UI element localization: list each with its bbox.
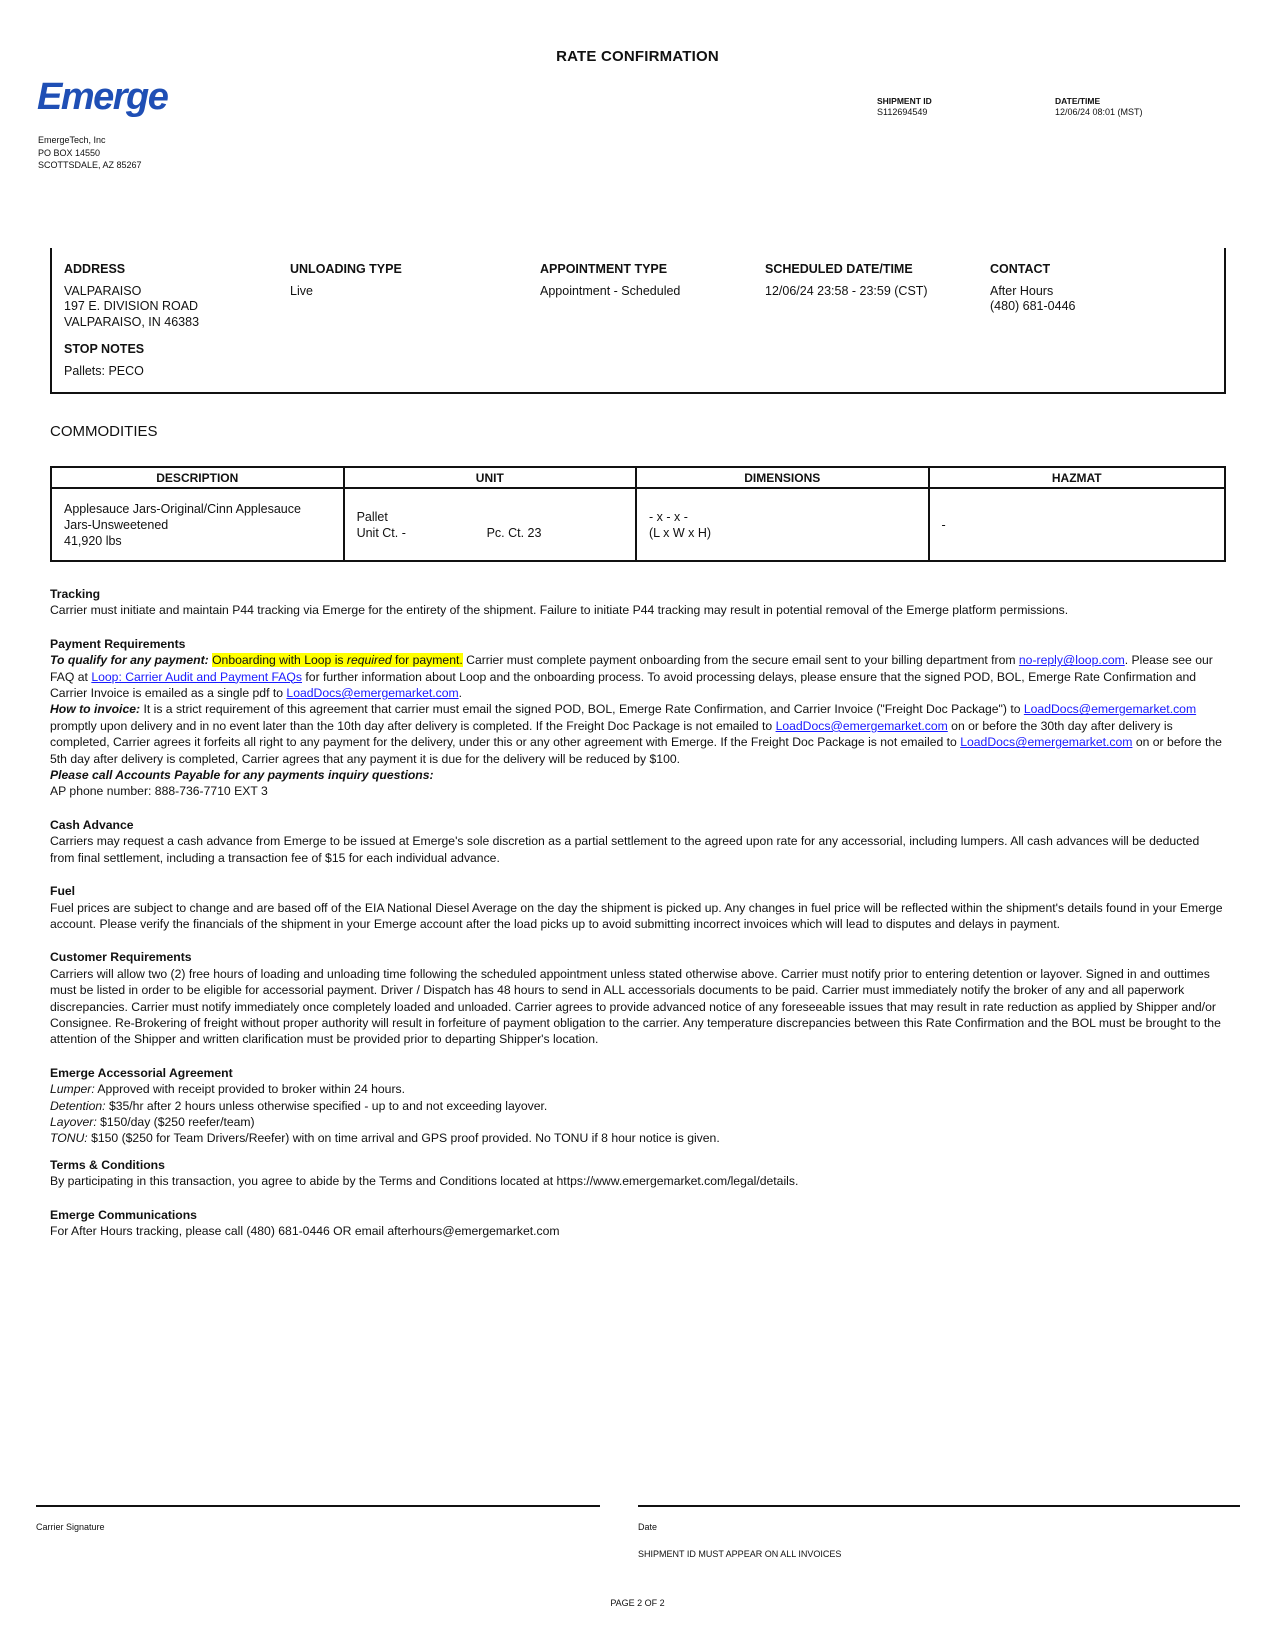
how-to-invoice-text: How to invoice: It is a strict requirement of this agreement that carrier must email the signed POD, BOL, Emerge Rate Confirmation, and Carrier Invoice ("Freight Doc Package") to LoadDocs@emergemarket.com promptly upon delivery and in no event later than the 10th day after delivery is completed. If the Freight Doc Package is not emailed to LoadDocs@emergemarket.com on or before the 30th day after delivery is completed, Carrier agrees it forfeits all right to any payment for the delivery, under this or any other agreement with Emerge. If the Freight Doc Package is not emailed to LoadDocs@emergemarket.com on or before the 5th day after delivery is completed, Carrier agrees that any payment it is due for the delivery will be reduced by $100. — [50, 702, 1222, 766]
terms-conditions-heading: Terms & Conditions — [50, 1157, 165, 1172]
description-line: Applesauce Jars-Original/Cinn Applesauce — [64, 501, 301, 516]
stop-notes-value: Pallets: PECO — [64, 363, 144, 378]
stop-notes-label: STOP NOTES — [64, 342, 145, 356]
loaddocs-email-link[interactable]: LoadDocs@emergemarket.com — [1023, 702, 1197, 717]
loaddocs-email-link[interactable]: LoadDocs@emergemarket.com — [960, 735, 1133, 750]
appointment-type — [540, 262, 680, 299]
datetime-block — [1055, 96, 1143, 117]
scheduled-datetime — [765, 262, 928, 299]
cash-advance-text: Carriers may request a cash advance from Emerge to be issued at Emerge's sole discretion as a partial settlement to the agreed upon rate for any accessorial, including lumpers. All cash advances will be deducted from final settlement, including a transaction fee of $15 for each individual advance. — [50, 834, 1200, 865]
carrier-signature-label: Carrier Signature — [36, 1522, 105, 1532]
onboarding-highlight: Onboarding with Loop is required for payment. — [212, 653, 463, 668]
table-row — [51, 488, 1225, 561]
terms-section — [50, 586, 1226, 1256]
customer-requirements-heading: Customer Requirements — [50, 950, 192, 965]
company-address-line2: SCOTTSDALE, AZ 85267 — [38, 160, 142, 170]
loop-email-link[interactable]: no-reply@loop.com — [1018, 653, 1125, 668]
datetime-value: 12/06/24 08:01 (MST) — [1055, 107, 1143, 117]
shipment-id-block — [877, 96, 932, 117]
accessorial-section — [50, 1065, 1226, 1147]
company-address-line1: PO BOX 14550 — [38, 147, 101, 158]
address-line: VALPARAISO — [64, 283, 142, 298]
commodities-title: COMMODITIES — [50, 423, 158, 440]
ap-phone: AP phone number: 888-736-7710 EXT 3 — [50, 784, 268, 799]
date-label: Date — [638, 1522, 658, 1532]
company-name: EmergeTech, Inc — [38, 135, 106, 145]
header-dimensions: DIMENSIONS — [636, 467, 929, 488]
unit-counts — [357, 525, 623, 541]
detention-line: Detention: $35/hr after 2 hours unless otherwise specified - up to and not exceeding layover. — [50, 1098, 548, 1113]
communications-heading: Emerge Communications — [50, 1207, 197, 1222]
cell-dimensions — [636, 488, 929, 561]
invoice-label: How to invoice: — [50, 702, 141, 717]
unit-type: Pallet — [356, 509, 388, 524]
customer-requirements-text: Carriers will allow two (2) free hours of loading and unloading time following the scheduled appointment unless stated otherwise above. Carrier must notify prior to entering detention or layover. Signed in and outtimes must be listed in order to be eligible for accessorial payment. Driver / Dispatch has 48 hours to send in ALL accessorials documents to be paid. Carrier must immediately notify the broker of any and all paperwork discrepancies. Carrier must notify immediately once completely loaded and unloaded. Carrier agrees to provide advanced notice of any foreseeable issues that may result in rate reduction as applied by Shipper and/or Consignee. Re-Brokering of freight without proper authority will result in forfeiture of payment obligation to the carrier. Any temperature discrepancies between this Rate Confirmation and the BOL must be brought to the attention of the Shipper and written clarification must be provided prior to departing Shipper's location. — [50, 966, 1221, 1047]
customer-requirements-section — [50, 949, 1226, 1047]
contact-label: CONTACT — [990, 262, 1051, 276]
contact-phone: (480) 681-0446 — [990, 299, 1076, 313]
header-unit: UNIT — [344, 467, 636, 488]
cash-advance-heading: Cash Advance — [50, 817, 134, 832]
weight: 41,920 lbs — [64, 533, 122, 548]
table-header-row — [51, 467, 1225, 488]
fuel-text: Fuel prices are subject to change and are based off of the EIA National Diesel Average on the day the shipment is picked up. Any changes in fuel price will be reflected within the shipment's details found in your Emerge account. Please verify the financials of the shipment in your Emerge account after the load picks up to avoid submitting incorrect invoices which will lead to disputes and delays in payment. — [50, 900, 1223, 931]
stop-details-box — [50, 248, 1226, 394]
emerge-logo: Emerge — [37, 76, 168, 118]
loaddocs-email-link[interactable]: LoadDocs@emergemarket.com — [286, 686, 459, 701]
terms-conditions-section — [50, 1157, 1226, 1190]
header-hazmat: HAZMAT — [929, 467, 1225, 488]
unloading-type-value: Live — [290, 283, 313, 298]
tracking-section — [50, 586, 1226, 619]
scheduled-value: 12/06/24 23:58 - 23:59 (CST) — [765, 283, 928, 298]
carrier-signature-line — [36, 1505, 600, 1507]
ap-label: Please call Accounts Payable for any payments inquiry questions: — [50, 768, 434, 783]
unloading-type-label: UNLOADING TYPE — [290, 262, 402, 276]
fuel-heading: Fuel — [50, 884, 76, 899]
appointment-type-value: Appointment - Scheduled — [540, 283, 681, 298]
qualify-label: To qualify for any payment: — [50, 653, 209, 668]
date-signature-line — [638, 1505, 1240, 1507]
stop-address — [64, 262, 199, 379]
payment-heading: Payment Requirements — [50, 636, 186, 651]
shipment-id-label: SHIPMENT ID — [877, 96, 932, 106]
shipment-id-note: SHIPMENT ID MUST APPEAR ON ALL INVOICES — [638, 1549, 842, 1559]
page-title: RATE CONFIRMATION — [556, 48, 719, 65]
communications-section — [50, 1207, 1226, 1240]
company-address — [38, 134, 142, 172]
header-description: DESCRIPTION — [51, 467, 344, 488]
unit-count: Unit Ct. - — [356, 525, 406, 540]
tracking-heading: Tracking — [50, 587, 101, 601]
address-label: ADDRESS — [64, 262, 126, 276]
layover-line: Layover: $150/day ($250 reefer/team) — [50, 1114, 255, 1129]
lumper-line: Lumper: Approved with receipt provided to broker within 24 hours. — [50, 1082, 405, 1097]
fuel-section — [50, 883, 1226, 932]
cell-unit — [344, 488, 636, 561]
address-line: 197 E. DIVISION ROAD — [64, 299, 199, 313]
tracking-text: Carrier must initiate and maintain P44 tracking via Emerge for the entirety of the shipment. Failure to initiate P44 tracking may result in potential removal of the Emerge platform permissions. — [50, 603, 1069, 618]
scheduled-label: SCHEDULED DATE/TIME — [765, 262, 913, 276]
cell-hazmat: - — [929, 488, 1225, 561]
loop-faq-link[interactable]: Loop: Carrier Audit and Payment FAQs — [91, 669, 303, 684]
cell-description — [51, 488, 344, 561]
loaddocs-email-link[interactable]: LoadDocs@emergemarket.com — [775, 718, 948, 733]
page-number: PAGE 2 OF 2 — [610, 1598, 665, 1608]
accessorial-heading: Emerge Accessorial Agreement — [50, 1065, 233, 1080]
contact — [990, 262, 1075, 315]
datetime-label: DATE/TIME — [1055, 96, 1101, 106]
dimensions-hint: (L x W x H) — [649, 525, 712, 540]
communications-text: For After Hours tracking, please call (480) 681-0446 OR email afterhours@emergemarket.com — [50, 1224, 560, 1238]
tonu-line: TONU: $150 ($250 for Team Drivers/Reefer) with on time arrival and GPS proof provided. No TONU if 8 hour notice is given. — [50, 1131, 720, 1146]
dimensions-value: - x - x - — [649, 509, 688, 524]
description-line: Jars-Unsweetened — [64, 517, 169, 532]
payment-section — [50, 636, 1226, 800]
terms-conditions-text: By participating in this transaction, you agree to abide by the Terms and Conditions located at https://www.emergemarket.com/legal/details. — [50, 1174, 799, 1189]
shipment-id-value: S112694549 — [877, 107, 928, 117]
cash-advance-section — [50, 817, 1226, 866]
commodities-table — [50, 466, 1226, 562]
address-line: VALPARAISO, IN 46383 — [64, 314, 200, 329]
unloading-type — [290, 262, 402, 299]
appointment-type-label: APPOINTMENT TYPE — [540, 262, 668, 276]
contact-name: After Hours — [990, 283, 1054, 298]
payment-qualify-text: To qualify for any payment: Onboarding with Loop is required for payment. Carrier must complete payment onboarding from the secure email sent to your billing department from no-reply@loop.com. Please see our FAQ at Loop: Carrier Audit and Payment FAQs for further information about Loop and the onboarding process. To avoid processing delays, please ensure that the signed POD, BOL, Emerge Rate Confirmation and Carrier Invoice is emailed as a single pdf to LoadDocs@emergemarket.com. — [50, 653, 1213, 701]
piece-count: Pc. Ct. 23 — [486, 525, 542, 540]
